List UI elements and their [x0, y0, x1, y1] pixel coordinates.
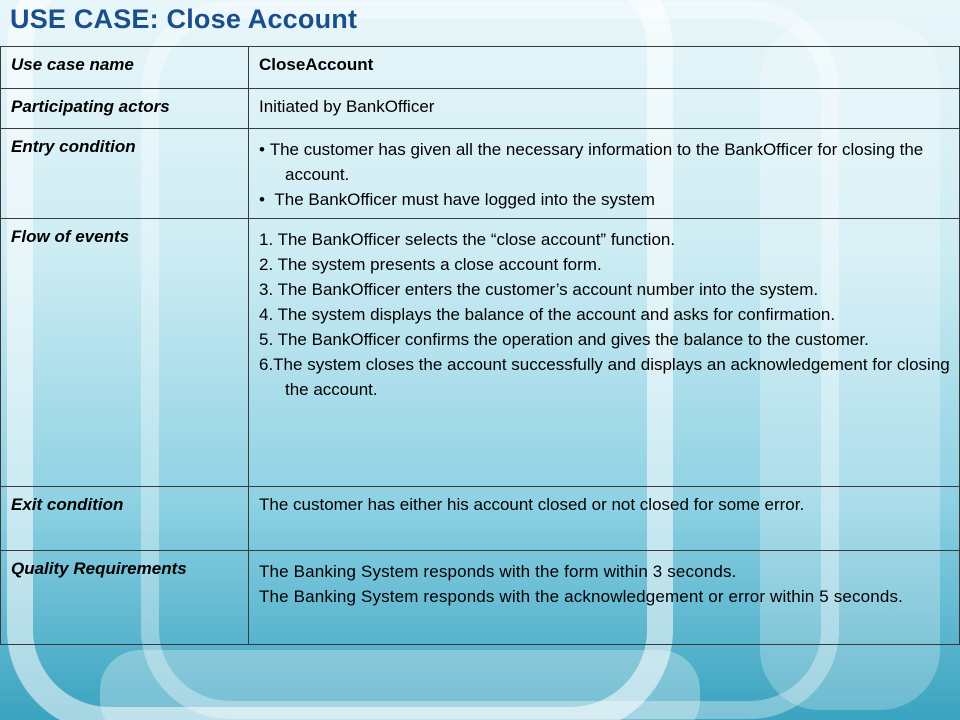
row-label: Flow of events [1, 219, 249, 487]
use-case-table [0, 46, 960, 645]
use-case-name: CloseAccount [259, 55, 374, 74]
exit-condition-text: The customer has either his account closed or not closed for some error. [259, 495, 805, 514]
row-value [249, 89, 960, 129]
row-value [249, 219, 960, 487]
entry-condition-text: The customer has given all the necessary information to the BankOfficer for closing the account. [269, 140, 924, 184]
table-row [1, 129, 960, 219]
list-item [259, 137, 951, 187]
row-value [249, 47, 960, 89]
row-label: Entry condition [1, 129, 249, 219]
row-label: Exit condition [1, 487, 249, 551]
table-row [1, 219, 960, 487]
list-item: The Banking System responds with the form within 3 seconds. [259, 562, 737, 581]
table-row [1, 551, 960, 645]
participating-actors-value: Initiated by BankOfficer [259, 97, 435, 116]
slide-title: USE CASE: Close Account [10, 4, 358, 34]
list-item: 5. The BankOfficer confirms the operation and gives the balance to the customer. [259, 330, 869, 349]
list-item: 1. The BankOfficer selects the “close account” function. [259, 230, 676, 249]
list-item: 2. The system presents a close account form. [259, 255, 602, 274]
row-label: Participating actors [1, 89, 249, 129]
bullet-icon: • [259, 140, 265, 159]
row-value [249, 551, 960, 645]
bullet-icon: • [259, 190, 265, 209]
list-item: 3. The BankOfficer enters the customer’s account number into the system. [259, 280, 819, 299]
table-row [1, 89, 960, 129]
list-item: 4. The system displays the balance of the account and asks for confirmation. [259, 305, 836, 324]
row-label: Quality Requirements [1, 551, 249, 645]
list-item [259, 187, 951, 212]
table-row [1, 487, 960, 551]
row-value [249, 129, 960, 219]
list-item: The Banking System responds with the acknowledgement or error within 5 seconds. [259, 587, 904, 606]
row-value [249, 487, 960, 551]
entry-condition-text: The BankOfficer must have logged into the system [274, 190, 655, 209]
list-item: 6.The system closes the account successfully and displays an acknowledgement for closing the account. [259, 355, 950, 399]
table-row [1, 47, 960, 89]
row-label: Use case name [1, 47, 249, 89]
